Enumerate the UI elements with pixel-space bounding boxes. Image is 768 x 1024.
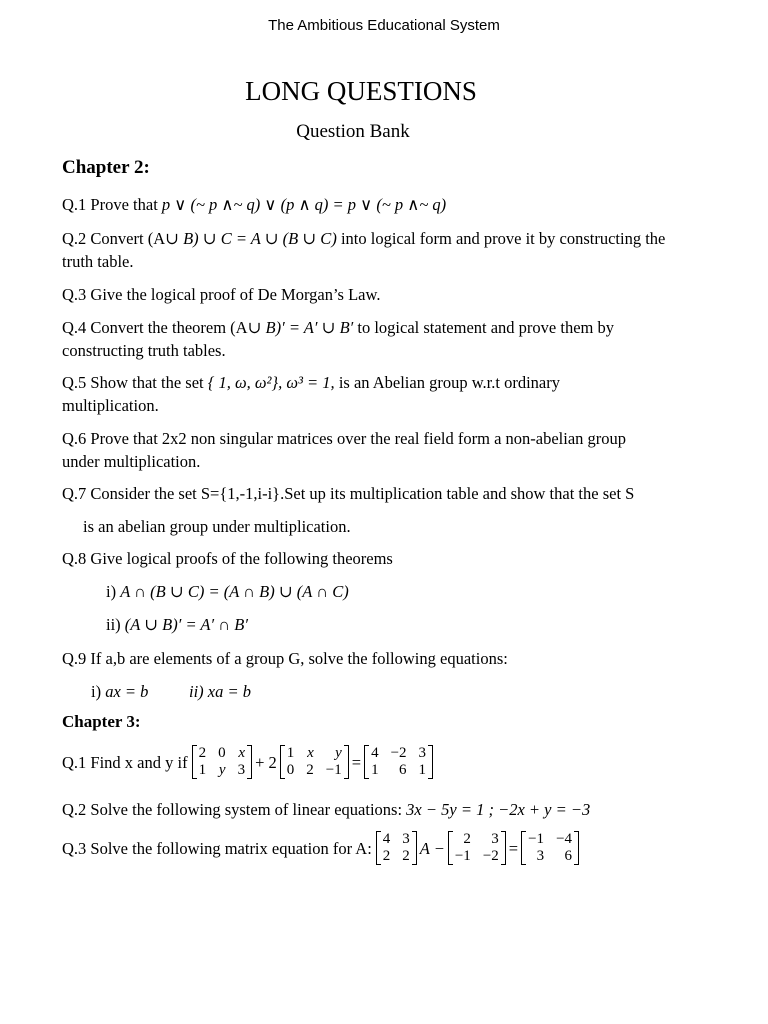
ch2-q8-item-1 <box>106 580 349 603</box>
page-header: The Ambitious Educational System <box>268 17 500 34</box>
matrix-cell: 3 <box>237 762 246 778</box>
matrix-cell: 3 <box>402 831 410 847</box>
question-text-line2: constructing truth tables. <box>62 341 226 360</box>
question-expression: { 1, ω, ω²}, ω³ = 1, <box>207 373 335 392</box>
question-text: into logical form and prove it by constructing the <box>336 229 666 248</box>
question-label: Q.2 Solve the following system of linear equations: <box>62 800 407 819</box>
question-label: Q.2 Convert (A∪ <box>62 229 184 248</box>
item-number: i) <box>106 582 121 601</box>
question-text-line2: under multiplication. <box>62 452 201 471</box>
matrix-cell: 2 <box>463 831 471 847</box>
ch2-question-3 <box>62 283 380 306</box>
matrix-2 <box>448 831 506 865</box>
ch2-q9-item-1 <box>91 680 148 703</box>
equals-sign: = <box>508 838 519 858</box>
item-number: ii) <box>106 615 125 634</box>
question-label: Q.6 Prove that 2x2 non singular matrices over the real field form a non-abelian group <box>62 429 627 448</box>
matrix-3 <box>364 745 433 779</box>
matrix-cell: 2 <box>382 848 391 864</box>
chapter-3-heading: Chapter 3: <box>62 712 141 731</box>
question-text-line2: truth table. <box>62 252 134 271</box>
question-expression: B) ∪ C = A ∪ (B ∪ C) <box>183 229 337 248</box>
operator: + 2 <box>255 752 277 772</box>
ch2-q9-item-2: ii) xa = b <box>189 682 251 701</box>
question-label: Q.5 Show that the set <box>62 373 208 392</box>
ch2-question-9 <box>62 647 508 670</box>
matrix-cell: −1 <box>528 831 545 847</box>
matrix-cell: 2 <box>306 762 314 778</box>
matrix-cell: 6 <box>564 848 573 864</box>
ch3-question-2 <box>62 798 590 821</box>
question-label: Q.7 Consider the set S={1,-1,i-i}.Set up its multiplication table and show that the set S <box>62 484 635 503</box>
matrix-grid <box>381 831 412 865</box>
matrix-grid <box>453 831 501 865</box>
item-number: i) <box>91 682 106 701</box>
ch2-question-8 <box>62 547 393 570</box>
operator: A − <box>419 838 445 858</box>
question-label: Q.9 If a,b are elements of a group G, solve the following equations: <box>62 649 508 668</box>
question-label: Q.3 Solve the following matrix equation for A: <box>62 838 372 858</box>
matrix-grid <box>285 745 344 779</box>
question-text: is an Abelian group w.r.t ordinary <box>334 373 560 392</box>
matrix-cell: 3 <box>418 745 427 761</box>
matrix-cell: 1 <box>418 762 427 778</box>
matrix-2 <box>280 745 349 779</box>
question-label: Q.8 Give logical proofs of the following theorems <box>62 549 393 568</box>
ch2-q8-item-2 <box>106 613 248 636</box>
matrix-cell: 4 <box>371 745 379 761</box>
chapter-2-heading: Chapter 2: <box>62 157 150 178</box>
ch2-question-7-line2: is an abelian group under multiplication. <box>83 517 351 536</box>
ch2-question-1 <box>62 193 446 216</box>
matrix-cell: 4 <box>382 831 391 847</box>
matrix-cell: −1 <box>325 762 342 778</box>
matrix-cell: y <box>335 745 342 761</box>
matrix-grid <box>369 745 428 779</box>
ch3-question-3 <box>62 831 580 865</box>
matrix-cell: −2 <box>390 745 407 761</box>
ch2-question-4 <box>62 316 614 362</box>
question-label: Q.3 Give the logical proof of De Morgan’s Law. <box>62 285 381 304</box>
matrix-cell: 1 <box>286 745 295 761</box>
matrix-cell: 1 <box>371 762 379 778</box>
matrix-cell: 0 <box>218 745 226 761</box>
matrix-cell: y <box>218 762 226 778</box>
item-expression: ax = b <box>105 682 149 701</box>
matrix-1 <box>192 745 253 779</box>
question-label: Q.4 Convert the theorem (A∪ <box>62 318 266 337</box>
question-expression: 3x − 5y = 1 ; −2x + y = −3 <box>406 800 591 819</box>
page-title: LONG QUESTIONS <box>245 76 477 106</box>
matrix-cell: 2 <box>402 848 410 864</box>
question-expression: p ∨ (~ p ∧~ q) ∨ (p ∧ q) = p ∨ (~ p ∧~ q) <box>161 195 447 214</box>
matrix-cell: −1 <box>454 848 471 864</box>
page-subtitle: Question Bank <box>296 121 410 142</box>
ch2-question-6 <box>62 427 626 473</box>
item-expression: A ∩ (B ∪ C) = (A ∩ B) ∪ (A ∩ C) <box>120 582 349 601</box>
ch2-question-2 <box>62 227 665 273</box>
matrix-cell: x <box>238 745 246 761</box>
matrix-cell: x <box>307 745 314 761</box>
equals-sign: = <box>351 752 362 772</box>
question-label: Q.1 Prove that <box>62 195 162 214</box>
matrix-grid <box>526 831 574 865</box>
matrix-grid <box>197 745 248 779</box>
question-text: to logical statement and prove them by <box>353 318 614 337</box>
matrix-cell: −2 <box>482 848 499 864</box>
question-text-line2: multiplication. <box>62 396 159 415</box>
matrix-cell: 3 <box>491 831 499 847</box>
matrix-cell: 0 <box>286 762 295 778</box>
question-label: Q.1 Find x and y if <box>62 752 188 772</box>
ch3-question-1 <box>62 745 434 779</box>
matrix-3 <box>521 831 579 865</box>
ch2-question-5 <box>62 371 560 417</box>
matrix-cell: 1 <box>198 762 207 778</box>
matrix-cell: 2 <box>198 745 207 761</box>
ch2-question-7 <box>62 482 634 505</box>
matrix-cell: 6 <box>399 762 407 778</box>
question-expression: B)′ = A′ ∪ B′ <box>265 318 354 337</box>
matrix-cell: −4 <box>556 831 573 847</box>
item-expression: (A ∪ B)′ = A′ ∩ B′ <box>124 615 248 634</box>
matrix-cell: 3 <box>536 848 545 864</box>
matrix-1 <box>376 831 417 865</box>
